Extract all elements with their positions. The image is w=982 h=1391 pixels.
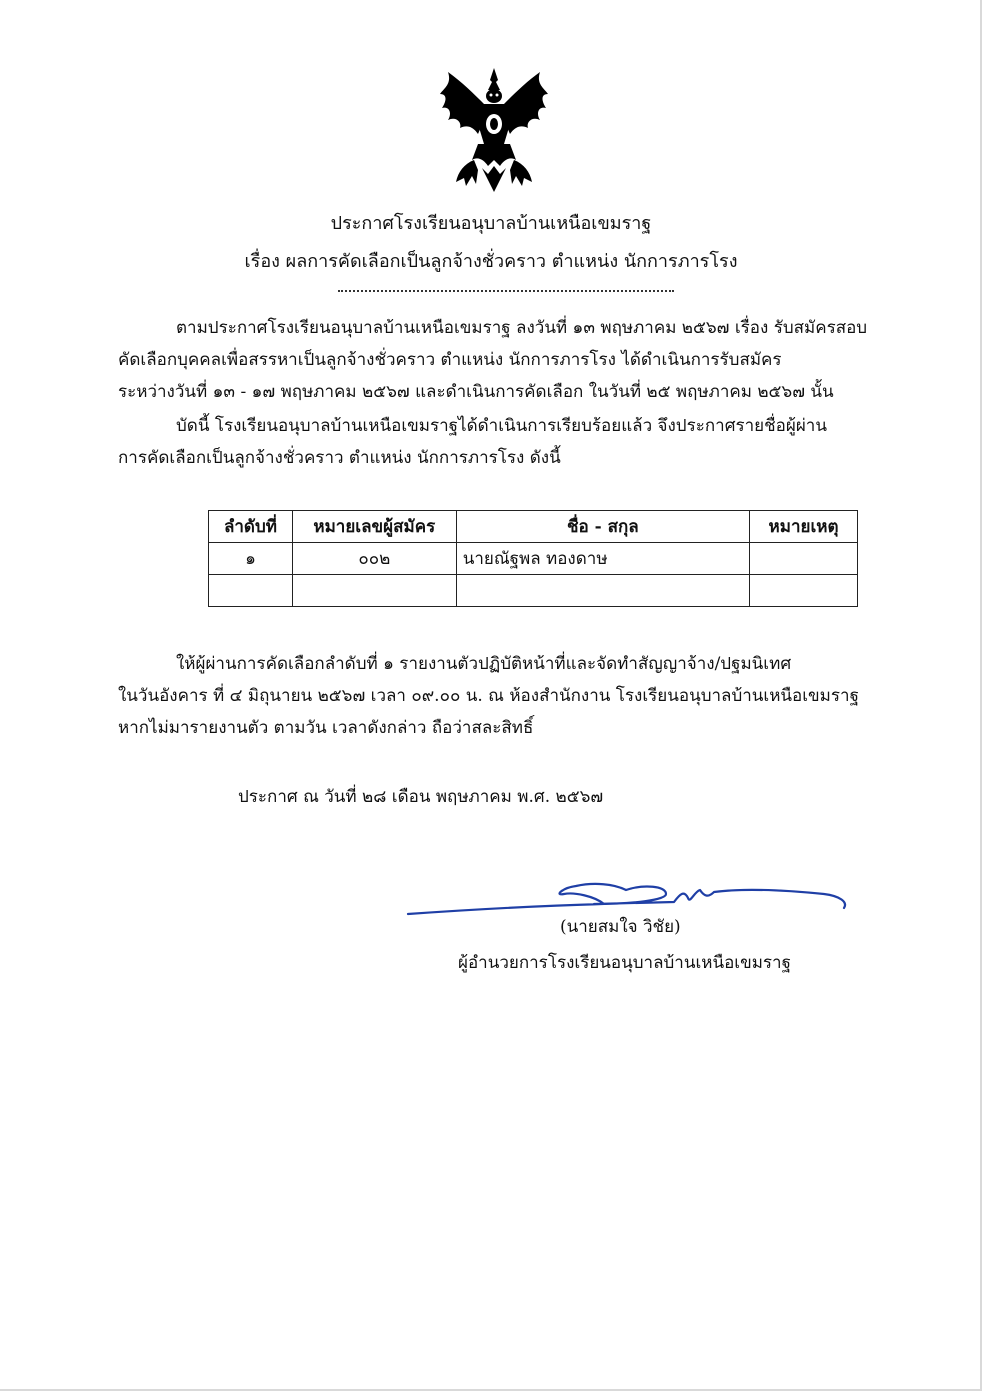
paragraph-1-line-3: ระหว่างวันที่ ๑๓ - ๑๗ พฤษภาคม ๒๕๖๗ และดำเนินการคัดเลือก ในวันที่ ๒๕ พฤษภาคม ๒๕๖๗ นั้น — [118, 382, 834, 402]
cell-remarks — [750, 575, 858, 607]
column-header-full-name: ชื่อ - สกุล — [456, 511, 749, 543]
cell-full-name: นายณัฐพล ทองดาษ — [456, 543, 749, 575]
cell-applicant-number — [292, 575, 456, 607]
paragraph-2 — [118, 410, 892, 474]
instructions-paragraph — [118, 648, 892, 744]
dotted-divider — [338, 286, 674, 292]
column-header-remarks: หมายเหตุ — [750, 511, 858, 543]
paragraph-2-line-2: การคัดเลือกเป็นลูกจ้างชั่วคราว ตำแหน่ง นักการภารโรง ดังนี้ — [118, 448, 561, 468]
cell-applicant-number: ๐๐๒ — [292, 543, 456, 575]
cell-full-name — [456, 575, 749, 607]
subject-line: เรื่อง ผลการคัดเลือกเป็นลูกจ้างชั่วคราว ตำแหน่ง นักการภารโรง — [244, 251, 738, 272]
paragraph-2-line-1: บัดนี้ โรงเรียนอนุบาลบ้านเหนือเขมราฐได้ดำเนินการเรียบร้อยแล้ว จึงประกาศรายชื่อผู้ผ่าน — [176, 416, 827, 436]
instructions-line-1: ให้ผู้ผ่านการคัดเลือกลำดับที่ ๑ รายงานตัวปฏิบัติหน้าที่และจัดทำสัญญาจ้าง/ปฐมนิเทศ — [176, 654, 792, 674]
paragraph-1-line-1: ตามประกาศโรงเรียนอนุบาลบ้านเหนือเขมราฐ ลงวันที่ ๑๓ พฤษภาคม ๒๕๖๗ เรื่อง รับสมัครสอบ — [176, 318, 868, 338]
result-table — [208, 510, 858, 607]
instructions-line-3: หากไม่มารายงานตัว ตามวัน เวลาดังกล่าว ถือว่าสละสิทธิ์ — [118, 718, 534, 738]
garuda-emblem-icon — [434, 64, 554, 194]
instructions-line-2: ในวันอังคาร ที่ ๔ มิถุนายน ๒๕๖๗ เวลา ๐๙.๐๐ น. ณ ห้องสำนักงาน โรงเรียนอนุบาลบ้านเหนือเขมราฐ — [118, 686, 859, 706]
signer-name: (นายสมใจ วิชัย) — [560, 917, 681, 937]
paragraph-1-line-2: คัดเลือกบุคคลเพื่อสรรหาเป็นลูกจ้างชั่วคราว ตำแหน่ง นักการภารโรง ได้ดำเนินการรับสมัคร — [118, 350, 782, 370]
cell-order — [209, 575, 293, 607]
table-header-row — [209, 511, 858, 543]
paragraph-1 — [118, 312, 892, 408]
signer-title: ผู้อำนวยการโรงเรียนอนุบาลบ้านเหนือเขมราฐ — [458, 953, 791, 973]
cell-remarks — [750, 543, 858, 575]
announcement-title: ประกาศโรงเรียนอนุบาลบ้านเหนือเขมราฐ — [330, 213, 652, 234]
column-header-order: ลำดับที่ — [209, 511, 293, 543]
table-row — [209, 575, 858, 607]
cell-order: ๑ — [209, 543, 293, 575]
column-header-applicant-number: หมายเลขผู้สมัคร — [292, 511, 456, 543]
table-row — [209, 543, 858, 575]
announcement-date: ประกาศ ณ วันที่ ๒๘ เดือน พฤษภาคม พ.ศ. ๒๕๖๗ — [238, 787, 604, 807]
